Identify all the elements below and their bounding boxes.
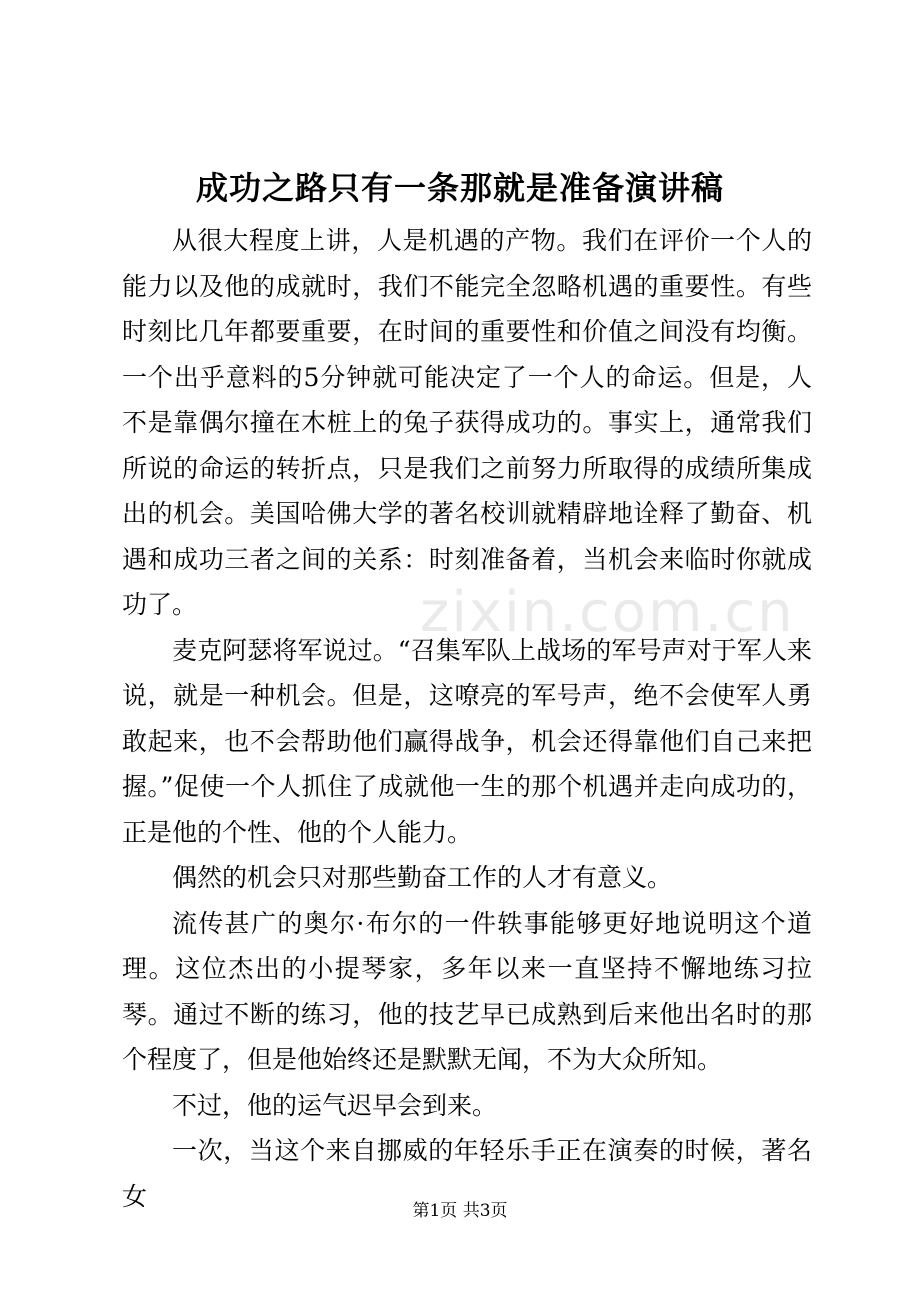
watermark: zixin.com.cn [420, 580, 795, 645]
paragraph: 不过，他的运气迟早会到来。 [172, 1090, 498, 1120]
paragraph: 一次，当这个来自挪威的年轻乐手正在演奏的时候，著名女 [122, 1136, 812, 1211]
document-body [122, 218, 812, 1219]
paragraph: 流传甚广的奥尔·布尔的一件轶事能够更好地说明这个道理。这位杰出的小提琴家，多年以来一直坚持不懈地练习拉琴。通过不断的练习，他的技艺早已成熟到后来他出名时的那个程度了，但是他始终还是默默无闻，不为大众所知。 [122, 908, 812, 1074]
paragraph: 偶然的机会只对那些勤奋工作的人才有意义。 [172, 863, 673, 892]
paragraph: 从很大程度上讲，人是机遇的产物。我们在评价一个人的能力以及他的成就时，我们不能完全忽略机遇的重要性。有些时刻比几年都要重要，在时间的重要性和价值之间没有均衡。一个出乎意料的5分钟就可能决定了一个人的命运。但是，人不是靠偶尔撞在木桩上的兔子获得成功的。事实上，通常我们所说的命运的转折点，只是我们之前努力所取得的成绩所集成出的机会。美国哈佛大学的著名校训就精辟地诠释了勤奋、机遇和成功三者之间的关系：时刻准备着，当机会来临时你就成功了。 [122, 226, 812, 619]
paragraph: 麦克阿瑟将军说过。“召集军队上战场的军号声对于军人来说，就是一种机会。但是，这嘹亮的军号声，绝不会使军人勇敢起来，也不会帮助他们赢得战争，机会还得靠他们自己来把握。”促使一个人抓住了成就他一生的那个机遇并走向成功的，正是他的个性、他的个人能力。 [122, 635, 812, 847]
document-title: 成功之路只有一条那就是准备演讲稿 [195, 169, 724, 207]
page-footer: 第1页 共3页 [412, 1201, 508, 1221]
